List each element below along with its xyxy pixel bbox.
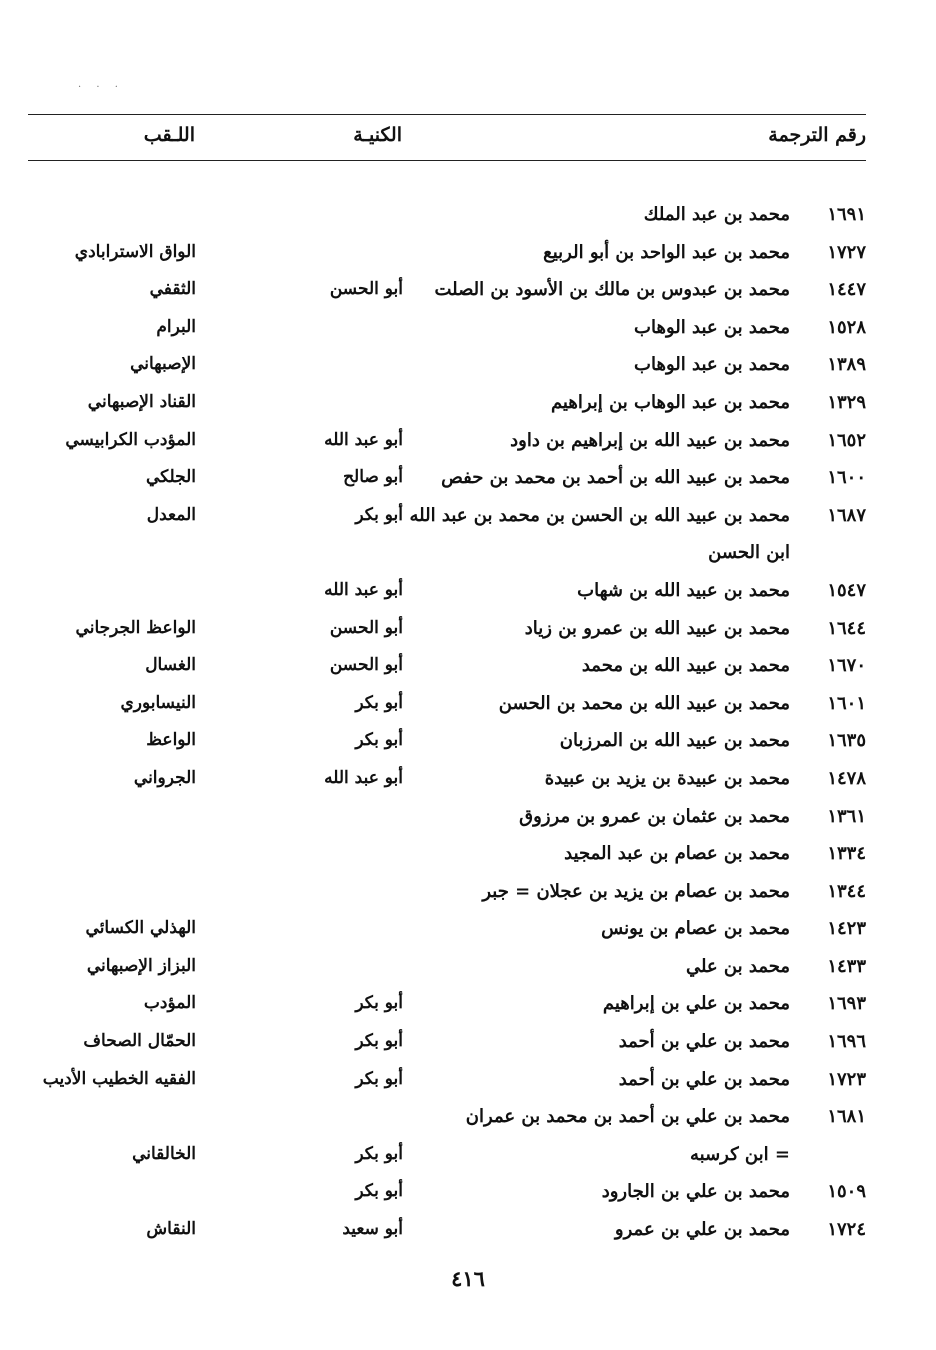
entry-name: محمد بن عبد الوهاب بن إبراهيم (550, 391, 790, 413)
entry-laqab: النقاش (146, 1219, 196, 1240)
entry-name: محمد بن عثمان بن عمرو بن مرزوق (519, 805, 790, 827)
entry-name: محمد بن عبيد الله بن المرزبان (559, 730, 790, 752)
entry-kunya: أبو الحسن (329, 617, 403, 638)
entry-name: محمد بن عبد الواحد بن أبو الربيع (543, 241, 790, 263)
entry-number: ١٦٨١ (827, 1106, 866, 1128)
table-row (0, 948, 936, 986)
entry-laqab: الغسال (145, 655, 196, 676)
entry-kunya: أبو عبد الله (324, 429, 403, 450)
entry-number: ١٥٢٨ (827, 316, 866, 338)
entry-name: محمد بن عبد الملك (643, 204, 790, 225)
table-row (0, 985, 936, 1023)
entry-laqab: البزاز الإصبهاني (86, 955, 196, 976)
entry-laqab: الواعظ الجرجاني (75, 617, 196, 638)
entry-name: محمد بن عبد الوهاب (634, 354, 790, 376)
entry-name: محمد بن علي بن أحمد بن محمد بن عمران (465, 1106, 790, 1128)
entry-kunya: أبو عبد الله (324, 767, 403, 788)
entry-name: محمد بن عبدوس بن مالك بن الأسود بن الصلت (434, 279, 790, 301)
entry-name: محمد بن عبيد الله بن عمرو بن زياد (524, 617, 790, 639)
entry-name: محمد بن علي بن إبراهيم (602, 993, 790, 1015)
entry-laqab: الخالقاني (132, 1143, 196, 1164)
table-row (0, 271, 936, 309)
entry-name: محمد بن عصام بن عبد المجيد (564, 843, 790, 865)
entry-kunya: أبو بكر (355, 1031, 403, 1052)
header-top-rule (28, 114, 866, 115)
entry-laqab: الحمّال الصحاف (83, 1031, 196, 1052)
table-row (0, 234, 936, 272)
entry-laqab: الواق الاسترابادي (74, 241, 196, 262)
entry-number: ١٣٨٩ (827, 354, 866, 376)
entry-laqab: الجلكي (145, 467, 196, 488)
entry-kunya: أبو بكر (355, 504, 403, 525)
entry-name: محمد بن عبيدة بن يزيد بن عبيدة (544, 767, 790, 789)
header-bottom-rule (28, 160, 866, 161)
entry-number: ١٦٨٧ (827, 504, 866, 526)
entry-laqab: الجرواني (133, 767, 196, 788)
table-row (0, 1023, 936, 1061)
entry-number: ١٦٩٣ (827, 993, 866, 1015)
entry-name: محمد بن علي بن أحمد (618, 1068, 790, 1090)
entry-laqab: النيسابوري (120, 692, 196, 713)
entry-laqab: المعدل (146, 504, 196, 525)
table-row (0, 346, 936, 384)
table-row (0, 1098, 936, 1136)
column-header-kunya: الكنيـة (353, 124, 402, 146)
entry-kunya: أبو بكر (355, 1143, 403, 1164)
entry-name: محمد بن علي بن أحمد (618, 1031, 790, 1053)
entry-number: ١٦٩٦ (827, 1031, 866, 1053)
table-row (0, 1211, 936, 1249)
entry-name: محمد بن علي (685, 955, 790, 977)
table-row (0, 685, 936, 723)
entry-name: محمد بن علي بن الجارود (601, 1181, 790, 1203)
table-row (0, 1173, 936, 1211)
entry-number: ١٤٧٨ (827, 767, 866, 789)
entry-name: محمد بن علي بن عمرو (614, 1219, 790, 1241)
table-row (0, 873, 936, 911)
entry-kunya: أبو بكر (355, 692, 403, 713)
entry-number: ١٣٣٤ (827, 843, 866, 865)
entry-kunya: أبو الحسن (329, 655, 403, 676)
entry-number: ١٣٢٩ (827, 391, 866, 413)
entry-number: ١٦٠١ (827, 692, 866, 714)
entry-number: ١٧٢٧ (827, 241, 866, 263)
entry-kunya: أبو سعيد (342, 1219, 403, 1240)
entry-kunya: أبو بكر (355, 993, 403, 1014)
entry-number: ١٦٧٠ (827, 655, 866, 677)
entry-laqab: القناد الإصبهاني (87, 391, 196, 412)
entry-kunya: أبو بكر (355, 1181, 403, 1202)
entry-name: محمد بن عبيد الله بن شهاب (577, 579, 790, 601)
entry-name: محمد بن عبيد الله بن محمد (581, 655, 790, 677)
table-row (0, 835, 936, 873)
entry-kunya: أبو بكر (355, 1068, 403, 1089)
entry-laqab: المؤدب (143, 993, 196, 1014)
entry-number: ١٤٢٣ (827, 918, 866, 940)
entry-name: محمد بن عصام بن يونس (601, 918, 790, 940)
entry-number: ١٤٣٣ (827, 955, 866, 977)
entry-number: ١٦٤٤ (827, 617, 866, 639)
table-row (0, 1061, 936, 1099)
entry-kunya: أبو صالح (343, 467, 403, 488)
table-row (0, 459, 936, 497)
table-row (0, 1136, 936, 1174)
entry-number: ١٣٤٤ (827, 880, 866, 902)
entry-kunya: أبو الحسن (329, 279, 403, 300)
entry-number: ١٧٢٣ (827, 1068, 866, 1090)
entry-name: = ابن كرسبه (690, 1143, 790, 1165)
column-header-number: رقم الترجمة (768, 124, 866, 146)
entry-laqab: البرام (156, 316, 196, 337)
table-row (0, 910, 936, 948)
page-number: ٤١٦ (451, 1266, 485, 1291)
entry-name: ابن الحسن (708, 542, 790, 564)
entry-laqab: الفقيه الخطيب الأديب (42, 1068, 196, 1089)
table-row (0, 572, 936, 610)
entry-laqab: الإصبهاني (130, 354, 196, 375)
table-row (0, 798, 936, 836)
table-row (0, 422, 936, 460)
table-row (0, 722, 936, 760)
entry-number: ١٧٢٤ (827, 1219, 866, 1241)
table-row (0, 196, 936, 234)
entry-laqab: الهذلي الكسائي (85, 918, 196, 939)
entry-number: ١٦٩١ (827, 204, 866, 225)
entry-number: ١٦٣٥ (827, 730, 866, 752)
entry-number: ١٦٥٢ (827, 429, 866, 451)
entry-number: ١٤٤٧ (827, 279, 866, 301)
entry-laqab: الثقفي (149, 279, 196, 300)
table-row (0, 610, 936, 648)
entry-number: ١٥٠٩ (827, 1181, 866, 1203)
entry-number: ١٥٤٧ (827, 579, 866, 601)
entry-number: ١٣٦١ (827, 805, 866, 827)
table-row (0, 534, 936, 572)
table-row (0, 647, 936, 685)
entry-laqab: المؤدب الكرابيسي (65, 429, 196, 450)
page-speckles: · · · (78, 82, 124, 93)
table-row (0, 760, 936, 798)
entry-name: محمد بن عبيد الله بن محمد بن الحسن (498, 692, 790, 714)
entry-name: محمد بن عبد الوهاب (634, 316, 790, 338)
entry-kunya: أبو بكر (355, 730, 403, 751)
entry-name: محمد بن عبيد الله بن إبراهيم بن داود (510, 429, 790, 451)
entry-name: محمد بن عبيد الله بن الحسن بن محمد بن عبد الله (409, 504, 790, 526)
entry-name: محمد بن عصام بن يزيد بن عجلان = جبر (482, 880, 790, 902)
entry-kunya: أبو عبد الله (324, 579, 403, 600)
entries-table (0, 196, 936, 1249)
table-row (0, 497, 936, 535)
entry-number: ١٦٠٠ (827, 467, 866, 489)
entry-name: محمد بن عبيد الله بن أحمد بن محمد بن حفص (441, 467, 790, 489)
entry-laqab: الواعظ (146, 730, 196, 751)
table-row (0, 309, 936, 347)
table-row (0, 384, 936, 422)
column-header-laqab: اللـقب (143, 124, 195, 146)
